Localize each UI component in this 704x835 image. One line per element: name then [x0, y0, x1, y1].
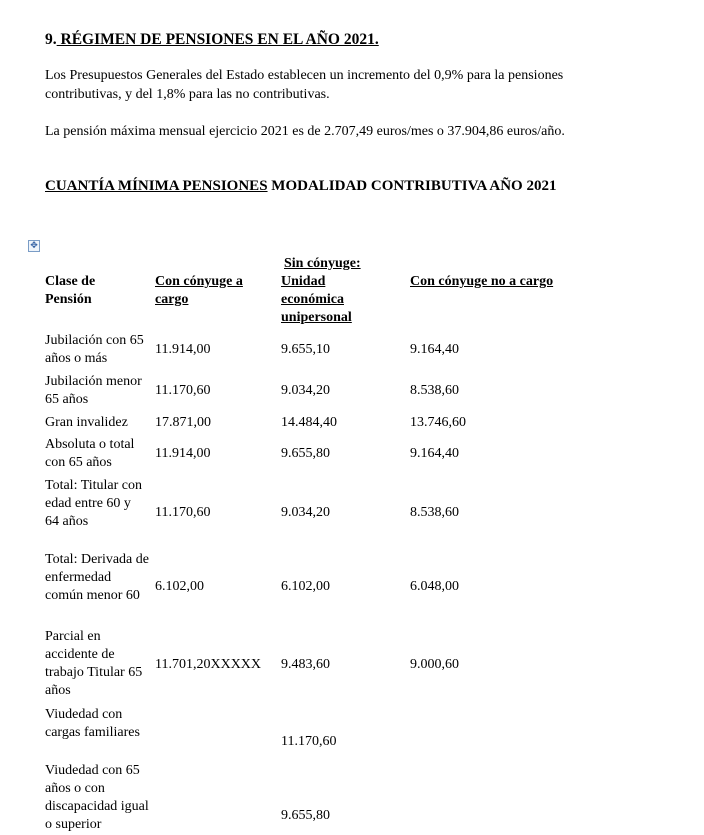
section-heading [45, 31, 379, 49]
cell-sin-conyuge: 6.102,00 [281, 579, 330, 594]
row-label: Total: Titular con edad entre 60 y 64 años [45, 478, 143, 529]
cell-con-conyuge: 6.102,00 [155, 579, 204, 594]
cell-con-conyuge-no: 9.164,40 [410, 446, 459, 461]
table-heading-rest: MODALIDAD CONTRIBUTIVA AÑO 2021 [267, 178, 557, 194]
table-heading [45, 178, 556, 195]
row-label: Absoluta o total con 65 años [45, 437, 135, 470]
cell-con-conyuge: 17.871,00 [155, 415, 211, 430]
header-clase: Clase de Pensión [45, 274, 96, 307]
cell-sin-conyuge: 9.483,60 [281, 657, 330, 672]
cell-con-conyuge: 11.914,00 [155, 342, 211, 357]
row-label: Viudedad con 65 años o con discapacidad igual o superior [45, 763, 149, 832]
cell-sin-conyuge: 9.034,20 [281, 505, 330, 520]
row-label: Jubilación con 65 años o más [45, 333, 144, 366]
cell-sin-conyuge: 14.484,40 [281, 415, 337, 430]
table-heading-underlined: CUANTÍA MÍNIMA PENSIONES [45, 178, 268, 194]
row-label: Parcial en accidente de trabajo Titular 65 años [45, 629, 143, 698]
cell-con-conyuge: 11.170,60 [155, 505, 211, 520]
header-con-conyuge: Con cónyuge a cargo [155, 274, 243, 307]
cell-sin-conyuge: 11.170,60 [281, 734, 337, 749]
header-sin-conyuge: Unidad económica unipersonal [281, 274, 352, 325]
row-label: Total: Derivada de enfermedad común menor 60 [45, 552, 149, 603]
cell-con-conyuge-no: 9.000,60 [410, 657, 459, 672]
cell-sin-conyuge: 9.655,80 [281, 808, 330, 823]
header-sin-conyuge-top: Sin cónyuge: [284, 256, 361, 271]
section-number: 9. [45, 31, 57, 48]
cell-sin-conyuge: 9.655,80 [281, 446, 330, 461]
cell-sin-conyuge: 9.034,20 [281, 383, 330, 398]
cell-con-conyuge: 11.170,60 [155, 383, 211, 398]
row-label: Gran invalidez [45, 415, 128, 430]
cell-con-conyuge-no: 8.538,60 [410, 383, 459, 398]
cell-sin-conyuge: 9.655,10 [281, 342, 330, 357]
header-con-conyuge-no: Con cónyuge no a cargo [410, 274, 554, 289]
cell-con-conyuge-no: 8.538,60 [410, 505, 459, 520]
row-label: Viudedad con cargas familiares [45, 707, 140, 740]
section-title: RÉGIMEN DE PENSIONES EN EL AÑO 2021. [56, 31, 379, 48]
row-label: Jubilación menor 65 años [45, 374, 142, 407]
cell-con-conyuge-no: 9.164,40 [410, 342, 459, 357]
cell-con-conyuge-no: 6.048,00 [410, 579, 459, 594]
paragraph-increment: Los Presupuestos Generales del Estado establecen un incremento del 0,9% para la pensiones contributivas, y del 1,8% para las no contributivas. [45, 68, 564, 102]
paragraph-max-pension: La pensión máxima mensual ejercicio 2021 es de 2.707,49 euros/mes o 37.904,86 euros/año. [45, 124, 565, 139]
cell-con-conyuge: 11.914,00 [155, 446, 211, 461]
cell-con-conyuge-no: 13.746,60 [410, 415, 466, 430]
move-handle-icon[interactable]: ✥ [28, 240, 40, 252]
cell-con-conyuge: 11.701,20XXXXX [155, 657, 262, 672]
